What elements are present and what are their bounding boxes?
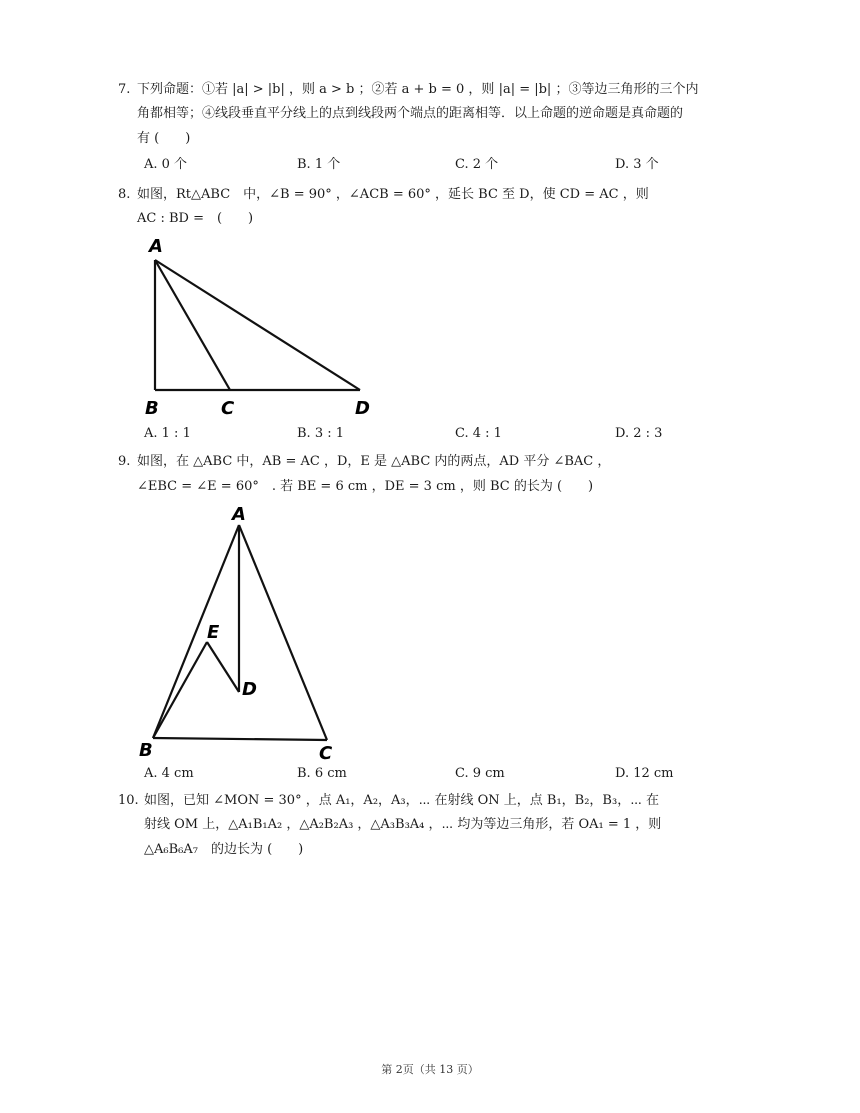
q10-number: 10.	[118, 793, 139, 808]
q9-side-bc	[153, 738, 327, 740]
q9-triangle-lines	[153, 525, 327, 740]
q9-label-c: C	[319, 743, 333, 764]
q7-option-d: D. 3 个	[615, 157, 659, 172]
q9-label-b: B	[139, 740, 153, 761]
q9-number: 9.	[118, 454, 131, 469]
q8-option-b: B. 3 : 1	[297, 426, 345, 441]
q9-option-b: B. 6 cm	[297, 766, 347, 781]
q9-label-e: E	[207, 622, 220, 643]
q9-label-d: D	[242, 679, 257, 700]
q8-text-line2: AC : BD = ( )	[137, 211, 254, 226]
page-footer: 第 2页（共 13 页）	[381, 1063, 479, 1076]
q8-label-b: B	[145, 398, 159, 419]
q8-triangle-lines	[155, 260, 360, 390]
q9-segment-be	[153, 642, 207, 738]
q8-side-ac	[155, 260, 230, 390]
q9-segment-ed	[207, 642, 239, 692]
q7-text-line1: 下列命题：①若 |a| > |b| ，则 a > b ；②若 a + b = 0 ，则 |a| = |b| ；③等边三角形的三个内	[137, 82, 699, 97]
q9-option-c: C. 9 cm	[455, 766, 505, 781]
q9-option-a: A. 4 cm	[144, 766, 194, 781]
q8-label-c: C	[221, 398, 235, 419]
q8-side-ad	[155, 260, 360, 390]
q8-option-d: D. 2 : 3	[615, 426, 663, 441]
q8-text-line1: 如图，Rt△ABC 中，∠B = 90° ，∠ACB = 60° ，延长 BC 至 D，使 CD = AC ，则	[137, 187, 649, 202]
q7-number: 7.	[118, 82, 131, 97]
q7-option-a: A. 0 个	[144, 157, 188, 172]
q9-side-ac	[239, 525, 327, 740]
q10-text-line2: 射线 OM 上，△A₁B₁A₂ ，△A₂B₂A₃ ，△A₃B₃A₄ ，⋯ 均为等边三角形，若 OA₁ = 1 ，则	[144, 817, 662, 832]
q8-number: 8.	[118, 187, 131, 202]
q7-text-line2: 角都相等；④线段垂直平分线上的点到线段两个端点的距离相等．以上命题的逆命题是真命题的	[137, 106, 684, 121]
q8-option-a: A. 1 : 1	[144, 426, 191, 441]
q10-text-line3: △A₆B₆A₇ 的边长为 ( )	[144, 842, 304, 857]
q8-label-d: D	[355, 398, 370, 419]
q9-option-d: D. 12 cm	[615, 766, 674, 781]
q7-option-c: C. 2 个	[455, 157, 499, 172]
q9-side-ab	[153, 525, 239, 738]
q8-figure	[135, 232, 395, 422]
q9-text-line1: 如图，在 △ABC 中，AB = AC ，D，E 是 △ABC 内的两点，AD 平分 ∠BAC ，	[137, 454, 611, 469]
q8-option-c: C. 4 : 1	[455, 426, 502, 441]
q7-option-b: B. 1 个	[297, 157, 341, 172]
q9-text-line2: ∠EBC = ∠E = 60° . 若 BE = 6 cm ，DE = 3 cm ，则 BC 的长为 ( )	[137, 479, 594, 494]
q9-label-a: A	[232, 504, 246, 525]
q7-text-line3: 有 ( )	[137, 131, 191, 146]
q8-label-a: A	[149, 236, 163, 257]
q10-text-line1: 如图，已知 ∠MON = 30° ，点 A₁，A₂，A₃，⋯ 在射线 ON 上，点 B₁，B₂，B₃，⋯ 在	[144, 793, 660, 808]
q9-figure	[135, 500, 365, 765]
